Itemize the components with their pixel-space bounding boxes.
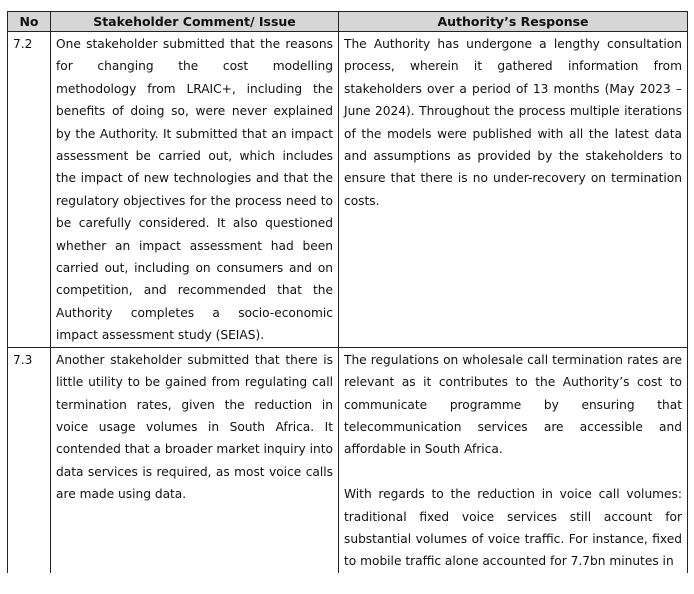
- row-number: 7.2: [8, 32, 51, 348]
- table-row: [8, 32, 688, 348]
- authority-response: [339, 347, 688, 573]
- stakeholder-comment: Another stakeholder submitted that there is little utility to be gained from regulating call termination rates, given the reduction in voice usage volumes in South Africa. It contended that a broader market inquiry into data services is required, as most voice calls are made using data.: [51, 347, 339, 573]
- stakeholder-response-table: [7, 11, 688, 573]
- header-comment: Stakeholder Comment/ Issue: [51, 12, 339, 32]
- row-number: 7.3: [8, 347, 51, 573]
- response-paragraph: With regards to the reduction in voice call volumes: traditional fixed voice services still account for substantial volumes of voice traffic. For instance, fixed to mobile traffic alone accounted for 7.7bn minutes in: [344, 487, 682, 569]
- authority-response: [339, 32, 688, 348]
- response-paragraph: The regulations on wholesale call termination rates are relevant as it contributes to the Authority’s cost to communicate programme by ensuring that telecommunication services are accessible and affordable in South Africa.: [344, 352, 682, 457]
- response-paragraph: The Authority has undergone a lengthy consultation process, wherein it gathered information from stakeholders over a period of 13 months (May 2023 – June 2024). Throughout the process multiple iterations of the models were published with all the latest data and assumptions as provided by the stakeholders to ensure that there is no under-recovery on termination costs.: [344, 37, 682, 208]
- header-no: No: [8, 12, 51, 32]
- stakeholder-comment: One stakeholder submitted that the reasons for changing the cost modelling methodology from LRAIC+, including the benefits of doing so, were never explained by the Authority. It submitted that an impact assessment be carried out, which includes the impact of new technologies and that the regulatory objectives for the process need to be carefully considered. It also questioned whether an impact assessment had been carried out, including on consumers and on competition, and recommended that the Authority completes a socio-economic impact assessment study (SEIAS).: [51, 32, 339, 348]
- table-row: [8, 347, 688, 573]
- table-header-row: [8, 12, 688, 32]
- header-response: Authority’s Response: [339, 12, 688, 32]
